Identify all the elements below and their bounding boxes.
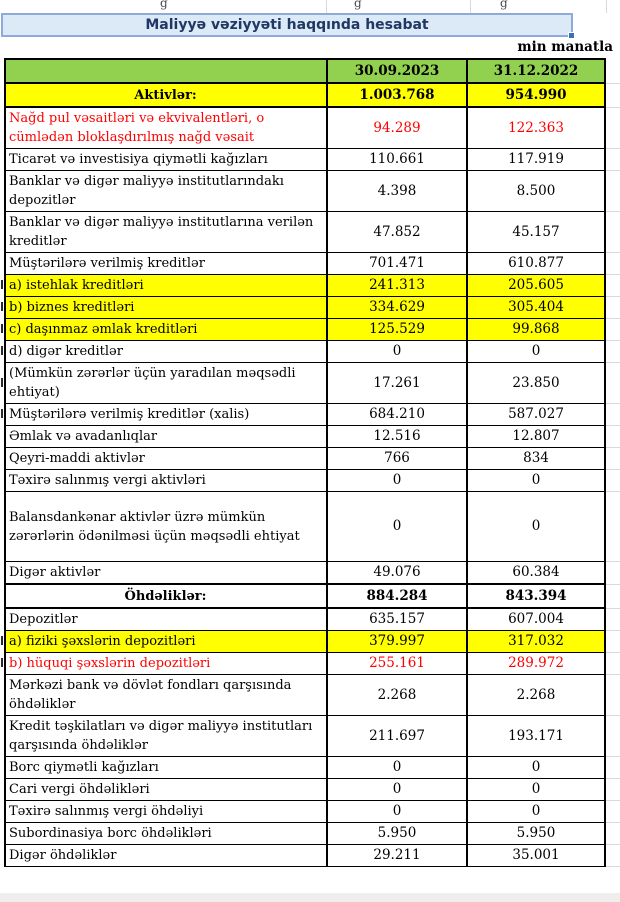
right-edge-sliver xyxy=(605,83,620,107)
row-label-cell[interactable]: Depozitlər xyxy=(5,608,327,631)
value-cell-2023[interactable]: 211.697 xyxy=(327,716,467,757)
row-label-cell[interactable]: Kredit təşkilatları və digər maliyyə institutları qarşısında öhdəliklər xyxy=(5,716,327,757)
table-row xyxy=(0,845,620,867)
row-label-cell[interactable]: Müştərilərə verilmiş kreditlər (xalis) xyxy=(5,404,327,426)
value-cell-2023[interactable]: 2.268 xyxy=(327,675,467,716)
table-row xyxy=(0,608,620,631)
column-gridline xyxy=(470,0,471,13)
table-row xyxy=(0,297,620,319)
row-label-cell[interactable]: Aktivlər: xyxy=(5,83,327,107)
unit-note[interactable]: min manatla xyxy=(517,39,613,55)
value-cell-2022[interactable]: 5.950 xyxy=(467,823,605,845)
right-edge-sliver xyxy=(605,448,620,470)
date-header-2022[interactable]: 31.12.2022 xyxy=(467,59,605,83)
row-label-cell[interactable]: Öhdəliklər: xyxy=(5,584,327,608)
row-label-cell[interactable]: Ticarət və investisiya qiymətli kağızları xyxy=(5,149,327,171)
value-cell-2023[interactable]: 334.629 xyxy=(327,297,467,319)
value-cell-2022[interactable]: 23.850 xyxy=(467,363,605,404)
value-cell-2022[interactable]: 99.868 xyxy=(467,319,605,341)
selection-fill-handle[interactable] xyxy=(568,32,575,39)
value-cell-2023[interactable]: 255.161 xyxy=(327,653,467,675)
right-edge-sliver xyxy=(605,845,620,867)
row-label-cell[interactable]: Cari vergi öhdəlikləri xyxy=(5,779,327,801)
value-cell-2023[interactable]: 0 xyxy=(327,757,467,779)
table-row xyxy=(0,675,620,716)
value-cell-2023[interactable]: 0 xyxy=(327,801,467,823)
value-cell-2022[interactable]: 2.268 xyxy=(467,675,605,716)
table-body xyxy=(0,83,620,867)
table-row xyxy=(0,341,620,363)
row-label-cell[interactable]: Subordinasiya borc öhdəlikləri xyxy=(5,823,327,845)
value-cell-2022[interactable]: 834 xyxy=(467,448,605,470)
right-edge-sliver xyxy=(605,171,620,212)
row-label-cell[interactable]: Digər öhdəliklər xyxy=(5,845,327,867)
report-title: Maliyyə vəziyyəti haqqında hesabat xyxy=(145,17,429,33)
right-edge-sliver xyxy=(605,297,620,319)
value-cell-2023[interactable]: 635.157 xyxy=(327,608,467,631)
cut-off-row-number-fragment xyxy=(1,302,3,311)
table-row xyxy=(0,426,620,448)
value-cell-2022[interactable]: 205.605 xyxy=(467,275,605,297)
cut-off-row-number-fragment xyxy=(1,409,3,418)
table-row xyxy=(0,492,620,562)
value-cell-2022[interactable]: 305.404 xyxy=(467,297,605,319)
right-edge-sliver xyxy=(605,675,620,716)
right-edge-sliver xyxy=(605,319,620,341)
right-edge-sliver xyxy=(605,801,620,823)
table-row xyxy=(0,83,620,107)
right-edge-sliver xyxy=(605,757,620,779)
cut-off-text-fragment: g xyxy=(160,0,168,10)
value-cell-2022[interactable]: 122.363 xyxy=(467,107,605,149)
right-edge-sliver xyxy=(605,404,620,426)
value-cell-2023[interactable]: 125.529 xyxy=(327,319,467,341)
row-label-cell[interactable]: b) hüquqi şəxslərin depozitləri xyxy=(5,653,327,675)
date-header-2023[interactable]: 30.09.2023 xyxy=(327,59,467,83)
right-edge-sliver xyxy=(605,107,620,149)
cut-off-bottom-strip xyxy=(0,893,620,902)
table-row xyxy=(0,631,620,653)
right-edge-sliver xyxy=(605,212,620,253)
table-row xyxy=(0,319,620,341)
table-row xyxy=(0,653,620,675)
table-row xyxy=(0,584,620,608)
value-cell-2023[interactable]: 5.950 xyxy=(327,823,467,845)
cut-off-text-fragment: g xyxy=(500,0,508,10)
cut-off-row-number-fragment xyxy=(1,658,3,667)
right-edge-sliver xyxy=(605,823,620,845)
value-cell-2022[interactable]: 0 xyxy=(467,757,605,779)
table-header-row xyxy=(0,59,620,83)
table-row xyxy=(0,275,620,297)
header-empty-cell[interactable] xyxy=(5,59,327,83)
table-row xyxy=(0,716,620,757)
value-cell-2022[interactable]: 0 xyxy=(467,470,605,492)
row-label-cell[interactable]: Banklar və digər maliyyə institutlarına verilən kreditlər xyxy=(5,212,327,253)
right-edge-sliver xyxy=(605,779,620,801)
row-label-cell[interactable]: Müştərilərə verilmiş kreditlər xyxy=(5,253,327,275)
value-cell-2023[interactable]: 0 xyxy=(327,470,467,492)
row-label-cell[interactable]: Təxirə salınmış vergi aktivləri xyxy=(5,470,327,492)
value-cell-2022[interactable]: 0 xyxy=(467,341,605,363)
right-edge-sliver xyxy=(605,426,620,448)
table-row xyxy=(0,149,620,171)
right-edge-sliver xyxy=(605,653,620,675)
value-cell-2022[interactable]: 954.990 xyxy=(467,83,605,107)
row-label-cell[interactable]: (Mümkün zərərlər üçün yaradılan məqsədli ehtiyat) xyxy=(5,363,327,404)
value-cell-2023[interactable]: 701.471 xyxy=(327,253,467,275)
value-cell-2022[interactable]: 45.157 xyxy=(467,212,605,253)
cut-off-text-fragment: g xyxy=(354,0,362,10)
value-cell-2023[interactable]: 766 xyxy=(327,448,467,470)
value-cell-2022[interactable]: 60.384 xyxy=(467,562,605,585)
row-label-cell[interactable]: d) digər kreditlər xyxy=(5,341,327,363)
value-cell-2022[interactable]: 0 xyxy=(467,492,605,562)
row-label-cell[interactable]: Nağd pul vəsaitləri və ekvivalentləri, o cümlədən bloklaşdırılmış nağd vəsait xyxy=(5,107,327,149)
row-label-cell[interactable]: c) daşınmaz əmlak kreditləri xyxy=(5,319,327,341)
right-edge-sliver xyxy=(605,470,620,492)
cut-off-row-number-fragment xyxy=(1,378,3,387)
row-label-cell[interactable]: a) fiziki şəxslərin depozitləri xyxy=(5,631,327,653)
value-cell-2022[interactable]: 8.500 xyxy=(467,171,605,212)
column-gridline xyxy=(606,0,607,13)
table-row xyxy=(0,801,620,823)
value-cell-2023[interactable]: 17.261 xyxy=(327,363,467,404)
table-row xyxy=(0,823,620,845)
value-cell-2022[interactable]: 587.027 xyxy=(467,404,605,426)
table-row xyxy=(0,470,620,492)
row-label-cell[interactable]: Banklar və digər maliyyə institutlarındakı depozitlər xyxy=(5,171,327,212)
value-cell-2023[interactable]: 0 xyxy=(327,779,467,801)
value-cell-2023[interactable]: 0 xyxy=(327,492,467,562)
row-label-cell[interactable]: Təxirə salınmış vergi öhdəliyi xyxy=(5,801,327,823)
right-edge-sliver xyxy=(605,631,620,653)
table-row xyxy=(0,404,620,426)
column-gridline xyxy=(326,0,327,13)
right-edge-sliver xyxy=(605,363,620,404)
right-edge-sliver xyxy=(605,608,620,631)
value-cell-2022[interactable]: 843.394 xyxy=(467,584,605,608)
table-row xyxy=(0,757,620,779)
right-edge-sliver xyxy=(605,341,620,363)
row-label-cell[interactable]: Digər aktivlər xyxy=(5,562,327,585)
value-cell-2022[interactable]: 317.032 xyxy=(467,631,605,653)
value-cell-2022[interactable]: 0 xyxy=(467,801,605,823)
row-label-cell[interactable]: Qeyri-maddi aktivlər xyxy=(5,448,327,470)
financial-position-table xyxy=(0,58,620,867)
table-row xyxy=(0,212,620,253)
row-label-cell[interactable]: Əmlak və avadanlıqlar xyxy=(5,426,327,448)
value-cell-2023[interactable]: 4.398 xyxy=(327,171,467,212)
right-edge-sliver xyxy=(605,716,620,757)
value-cell-2023[interactable]: 94.289 xyxy=(327,107,467,149)
value-cell-2023[interactable]: 379.997 xyxy=(327,631,467,653)
row-label-cell[interactable]: Mərkəzi bank və dövlət fondları qarşısında öhdəliklər xyxy=(5,675,327,716)
row-label-cell[interactable]: b) biznes kreditləri xyxy=(5,297,327,319)
value-cell-2023[interactable]: 49.076 xyxy=(327,562,467,585)
right-edge-sliver xyxy=(605,149,620,171)
value-cell-2023[interactable]: 47.852 xyxy=(327,212,467,253)
right-edge-sliver xyxy=(605,253,620,275)
right-edge-sliver xyxy=(605,275,620,297)
table-row xyxy=(0,253,620,275)
value-cell-2022[interactable]: 117.919 xyxy=(467,149,605,171)
right-edge-sliver xyxy=(605,562,620,585)
table-row xyxy=(0,448,620,470)
table-row xyxy=(0,171,620,212)
cut-off-row-number-fragment xyxy=(1,280,3,289)
table-row xyxy=(0,363,620,404)
value-cell-2022[interactable]: 193.171 xyxy=(467,716,605,757)
row-label-cell[interactable]: Balansdankənar aktivlər üzrə mümkün zərərlərin ödənilməsi üçün məqsədli ehtiyat xyxy=(5,492,327,562)
cut-off-row-number-fragment xyxy=(1,636,3,645)
right-edge-sliver xyxy=(605,584,620,608)
right-edge-sliver xyxy=(605,492,620,562)
table-row xyxy=(0,779,620,801)
row-label-cell[interactable]: Borc qiymətli kağızları xyxy=(5,757,327,779)
value-cell-2023[interactable]: 0 xyxy=(327,341,467,363)
right-edge-sliver xyxy=(605,59,620,83)
row-label-cell[interactable]: a) istehlak kreditləri xyxy=(5,275,327,297)
value-cell-2022[interactable]: 35.001 xyxy=(467,845,605,867)
cut-off-row-number-fragment xyxy=(1,346,3,355)
value-cell-2022[interactable]: 610.877 xyxy=(467,253,605,275)
cut-off-row-number-fragment xyxy=(1,324,3,333)
value-cell-2022[interactable]: 12.807 xyxy=(467,426,605,448)
value-cell-2023[interactable]: 241.313 xyxy=(327,275,467,297)
value-cell-2022[interactable]: 289.972 xyxy=(467,653,605,675)
value-cell-2022[interactable]: 0 xyxy=(467,779,605,801)
value-cell-2023[interactable]: 1.003.768 xyxy=(327,83,467,107)
value-cell-2022[interactable]: 607.004 xyxy=(467,608,605,631)
value-cell-2023[interactable]: 12.516 xyxy=(327,426,467,448)
report-title-cell[interactable] xyxy=(1,13,573,37)
table-row xyxy=(0,107,620,149)
value-cell-2023[interactable]: 110.661 xyxy=(327,149,467,171)
table-row xyxy=(0,562,620,585)
value-cell-2023[interactable]: 684.210 xyxy=(327,404,467,426)
value-cell-2023[interactable]: 29.211 xyxy=(327,845,467,867)
cut-off-row-above xyxy=(0,0,620,13)
value-cell-2023[interactable]: 884.284 xyxy=(327,584,467,608)
